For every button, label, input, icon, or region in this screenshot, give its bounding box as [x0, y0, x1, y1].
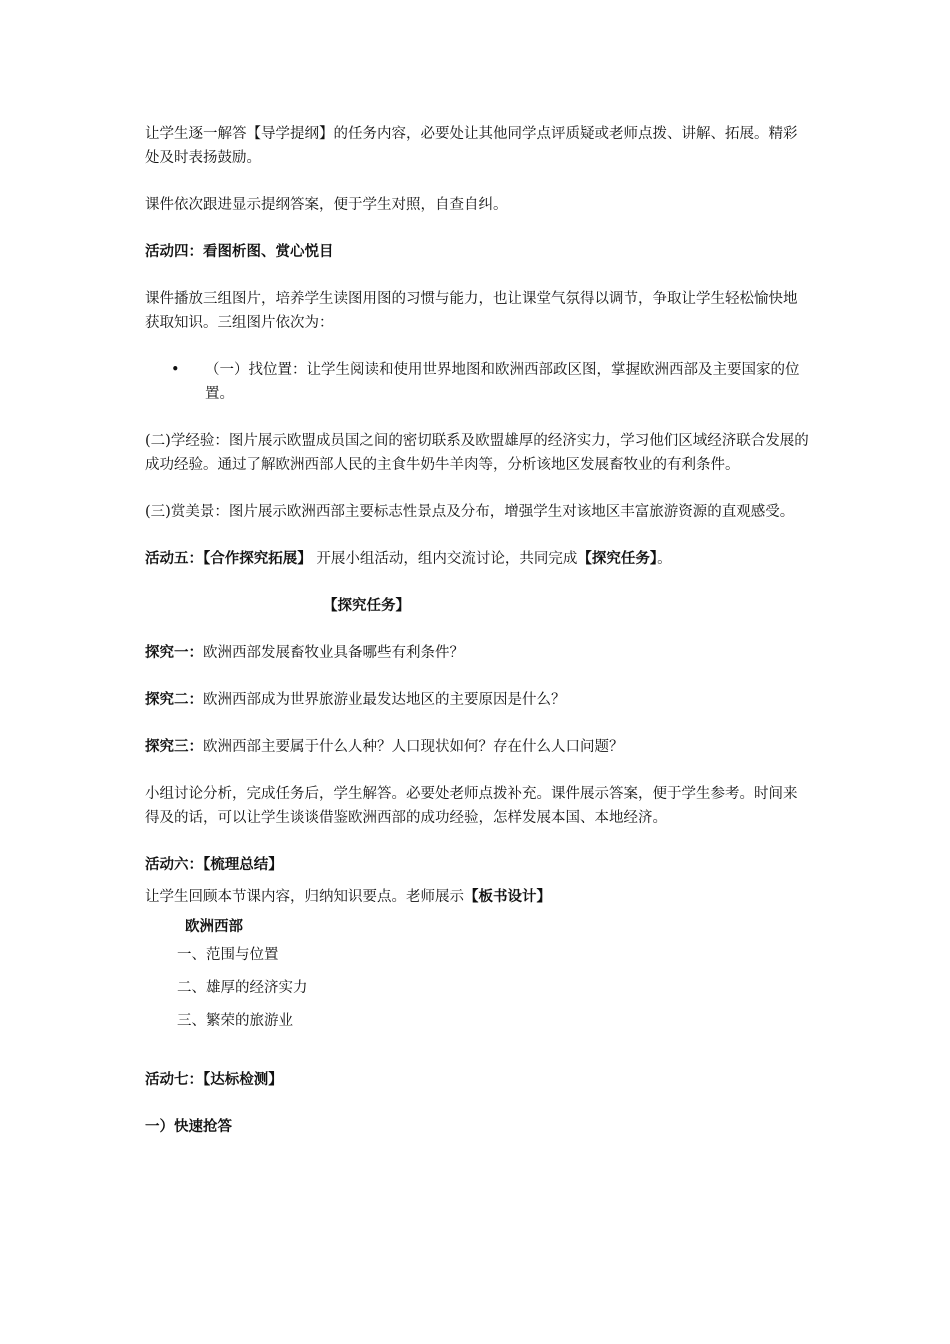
- question-2-text: 欧洲西部成为世界旅游业最发达地区的主要原因是什么？: [203, 692, 566, 708]
- outline-title: 欧洲西部: [185, 919, 243, 935]
- paragraph-group-discussion: 小组讨论分析，完成任务后，学生解答。必要处老师点拨补充。课件展示答案，便于学生参考。时间来得及的话，可以让学生谈谈借鉴欧洲西部的成功经验，怎样发展本国、本地经济。: [145, 786, 798, 826]
- document-page: [145, 122, 810, 1139]
- list-item: [145, 358, 810, 406]
- activity-5-task-ref: 【探究任务】: [577, 551, 658, 567]
- paragraph-review: [145, 885, 810, 909]
- heading-activity-4: 活动四：看图析图、赏心悦目: [145, 244, 334, 260]
- paragraph-activity-5: [145, 547, 810, 571]
- review-ref: 【板书设计】: [464, 889, 551, 905]
- subheading-quick-answer: 一）快速抢答: [145, 1119, 232, 1135]
- question-1-label: 探究一：: [145, 645, 203, 661]
- paragraph-learn-experience: (二)学经验：图片展示欧盟成员国之间的密切联系及欧盟雄厚的经济实力，学习他们区域经济联合发展的成功经验。通过了解欧洲西部人民的主食牛奶牛羊肉等，分析该地区发展畜牧业的有利条件。: [145, 433, 809, 473]
- question-1-text: 欧洲西部发展畜牧业具备哪些有利条件？: [203, 645, 464, 661]
- question-2: [145, 688, 810, 712]
- question-3-text: 欧洲西部主要属于什么人种？人口现状如何？存在什么人口问题？: [203, 739, 624, 755]
- activity-5-text: 开展小组活动，组内交流讨论，共同完成: [311, 551, 578, 567]
- question-3: [145, 735, 810, 759]
- paragraph-answer-outline: 让学生逐一解答【导学提纲】的任务内容，必要处让其他同学点评质疑或老师点拨、讲解、拓展。精彩处及时表扬鼓励。: [145, 126, 798, 166]
- activity-5-end: 。: [657, 551, 672, 567]
- paragraph-courseware: 课件依次跟进显示提纲答案，便于学生对照，自查自纠。: [145, 197, 508, 213]
- paragraph-pictures: 课件播放三组图片，培养学生读图用图的习惯与能力，也让课堂气氛得以调节，争取让学生轻松愉快地获取知识。三组图片依次为：: [145, 291, 798, 331]
- task-heading: 【探究任务】: [323, 598, 410, 614]
- question-1: [145, 641, 810, 665]
- bullet-icon: •: [171, 362, 180, 378]
- heading-activity-7: 活动七：【达标检测】: [145, 1072, 283, 1088]
- outline-item-1: 一、范围与位置: [177, 947, 279, 963]
- review-text: 让学生回顾本节课内容，归纳知识要点。老师展示: [145, 889, 464, 905]
- heading-activity-6: 活动六：【梳理总结】: [145, 857, 283, 873]
- list-item-text: （一）找位置：让学生阅读和使用世界地图和欧洲西部政区图，掌握欧洲西部及主要国家的位置。: [205, 362, 800, 402]
- question-2-label: 探究二：: [145, 692, 203, 708]
- question-3-label: 探究三：: [145, 739, 203, 755]
- outline-item-3: 三、繁荣的旅游业: [177, 1013, 293, 1029]
- activity-5-label: 活动五：【合作探究拓展】: [145, 551, 312, 567]
- outline-item-2: 二、雄厚的经济实力: [177, 980, 308, 996]
- paragraph-scenery: (三)赏美景：图片展示欧洲西部主要标志性景点及分布，增强学生对该地区丰富旅游资源的直观感受。: [145, 504, 795, 520]
